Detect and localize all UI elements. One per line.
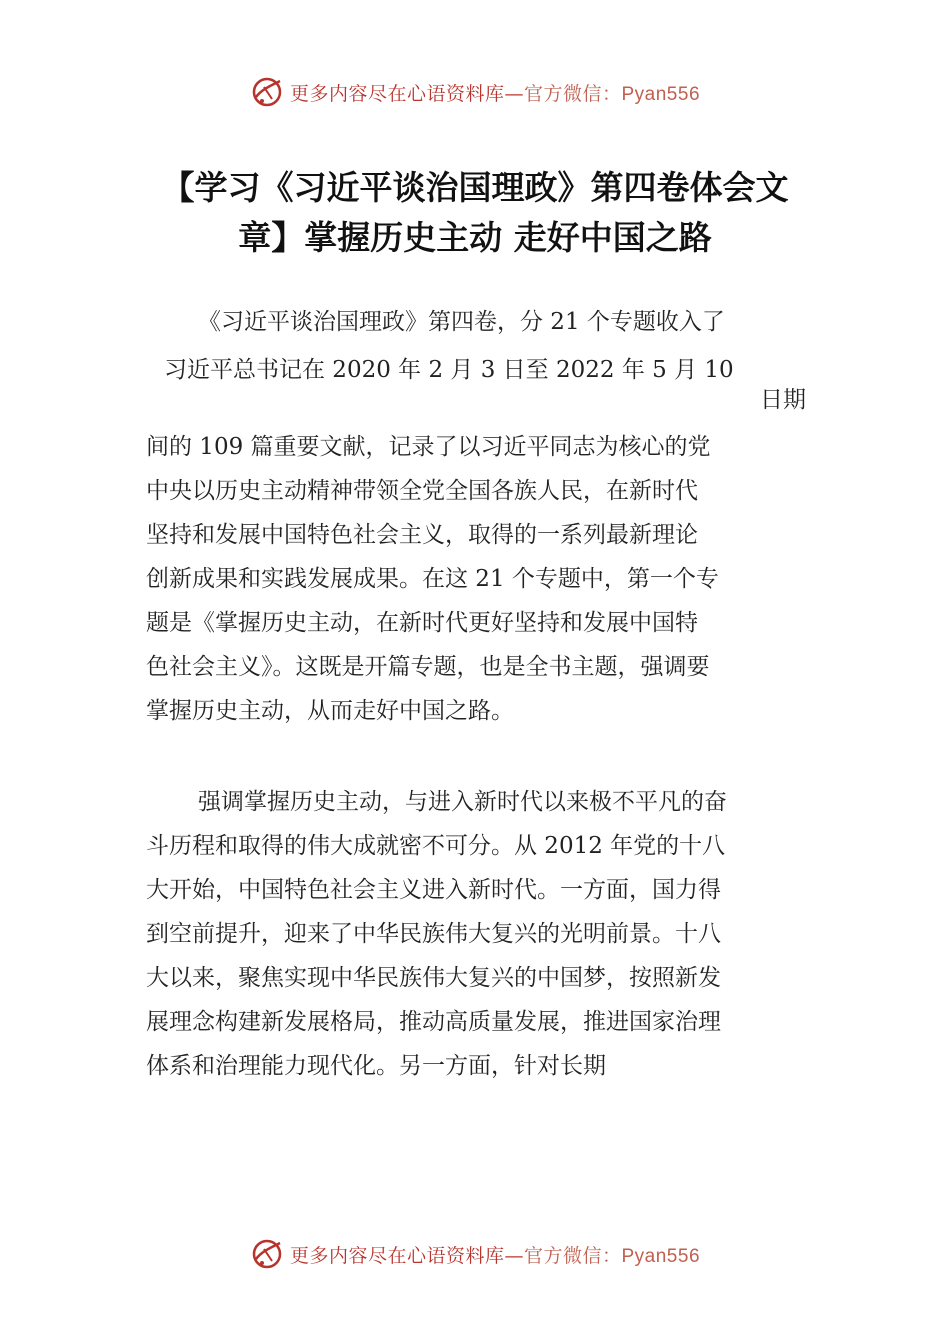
- paragraph-line: 创新成果和实践发展成果。在这 21 个专题中，第一个专: [146, 566, 719, 592]
- document-title: [130, 163, 820, 263]
- paragraph-line: 到空前提升，迎来了中华民族伟大复兴的光明前景。十八: [146, 921, 721, 947]
- paragraph-line: 间的 109 篇重要文献，记录了以习近平同志为核心的党: [146, 434, 711, 460]
- banner-wechat-id: Pyan556: [621, 1245, 701, 1267]
- paragraph-line: 习近平总书记在 2020 年 2 月 3 日至 2022 年 5 月 10: [164, 357, 734, 383]
- title-line-2: 章】掌握历史主动 走好中国之路: [238, 218, 712, 257]
- banner-main-text: 更多内容尽在心语资料库—: [289, 1244, 524, 1267]
- banner-text: [290, 79, 700, 106]
- paragraph-line: 掌握历史主动，从而走好中国之路。: [146, 698, 514, 724]
- title-line-1: 【学习《习近平谈治国理政》第四卷体会文: [161, 168, 789, 207]
- paragraph-line: 《习近平谈治国理政》第四卷，分 21 个专题收入了: [198, 309, 725, 335]
- banner-main-text: 更多内容尽在心语资料库—: [289, 82, 524, 105]
- paragraph-line: 色社会主义》。这既是开篇专题，也是全书主题，强调要: [146, 654, 710, 680]
- paragraph-line: 强调掌握历史主动，与进入新时代以来极不平凡的奋: [198, 789, 727, 815]
- paragraph-line: 题是《掌握历史主动，在新时代更好坚持和发展中国特: [146, 610, 698, 636]
- paragraph-line: 斗历程和取得的伟大成就密不可分。从 2012 年党的十八: [146, 833, 726, 859]
- paragraph-line: 坚持和发展中国特色社会主义，取得的一系列最新理论: [146, 522, 698, 548]
- paragraph-line: 日期: [760, 387, 806, 413]
- logo-icon: [250, 1237, 284, 1271]
- banner-wechat-id: Pyan556: [621, 83, 701, 105]
- paragraph-line: 展理念构建新发展格局，推动高质量发展，推进国家治理: [146, 1009, 721, 1035]
- banner-wechat-label: 官方微信：: [523, 82, 622, 105]
- paragraph-line: 大以来，聚焦实现中华民族伟大复兴的中国梦，按照新发: [146, 965, 721, 991]
- header-banner: [0, 70, 950, 114]
- banner-text: [290, 1241, 700, 1268]
- logo-icon: [250, 75, 284, 109]
- banner-wechat-label: 官方微信：: [523, 1244, 622, 1267]
- footer-banner: [0, 1232, 950, 1276]
- paragraph-line: 中央以历史主动精神带领全党全国各族人民，在新时代: [146, 478, 698, 504]
- paragraph-line: 体系和治理能力现代化。另一方面，针对长期: [146, 1053, 606, 1079]
- paragraph-line: 大开始，中国特色社会主义进入新时代。一方面，国力得: [146, 877, 721, 903]
